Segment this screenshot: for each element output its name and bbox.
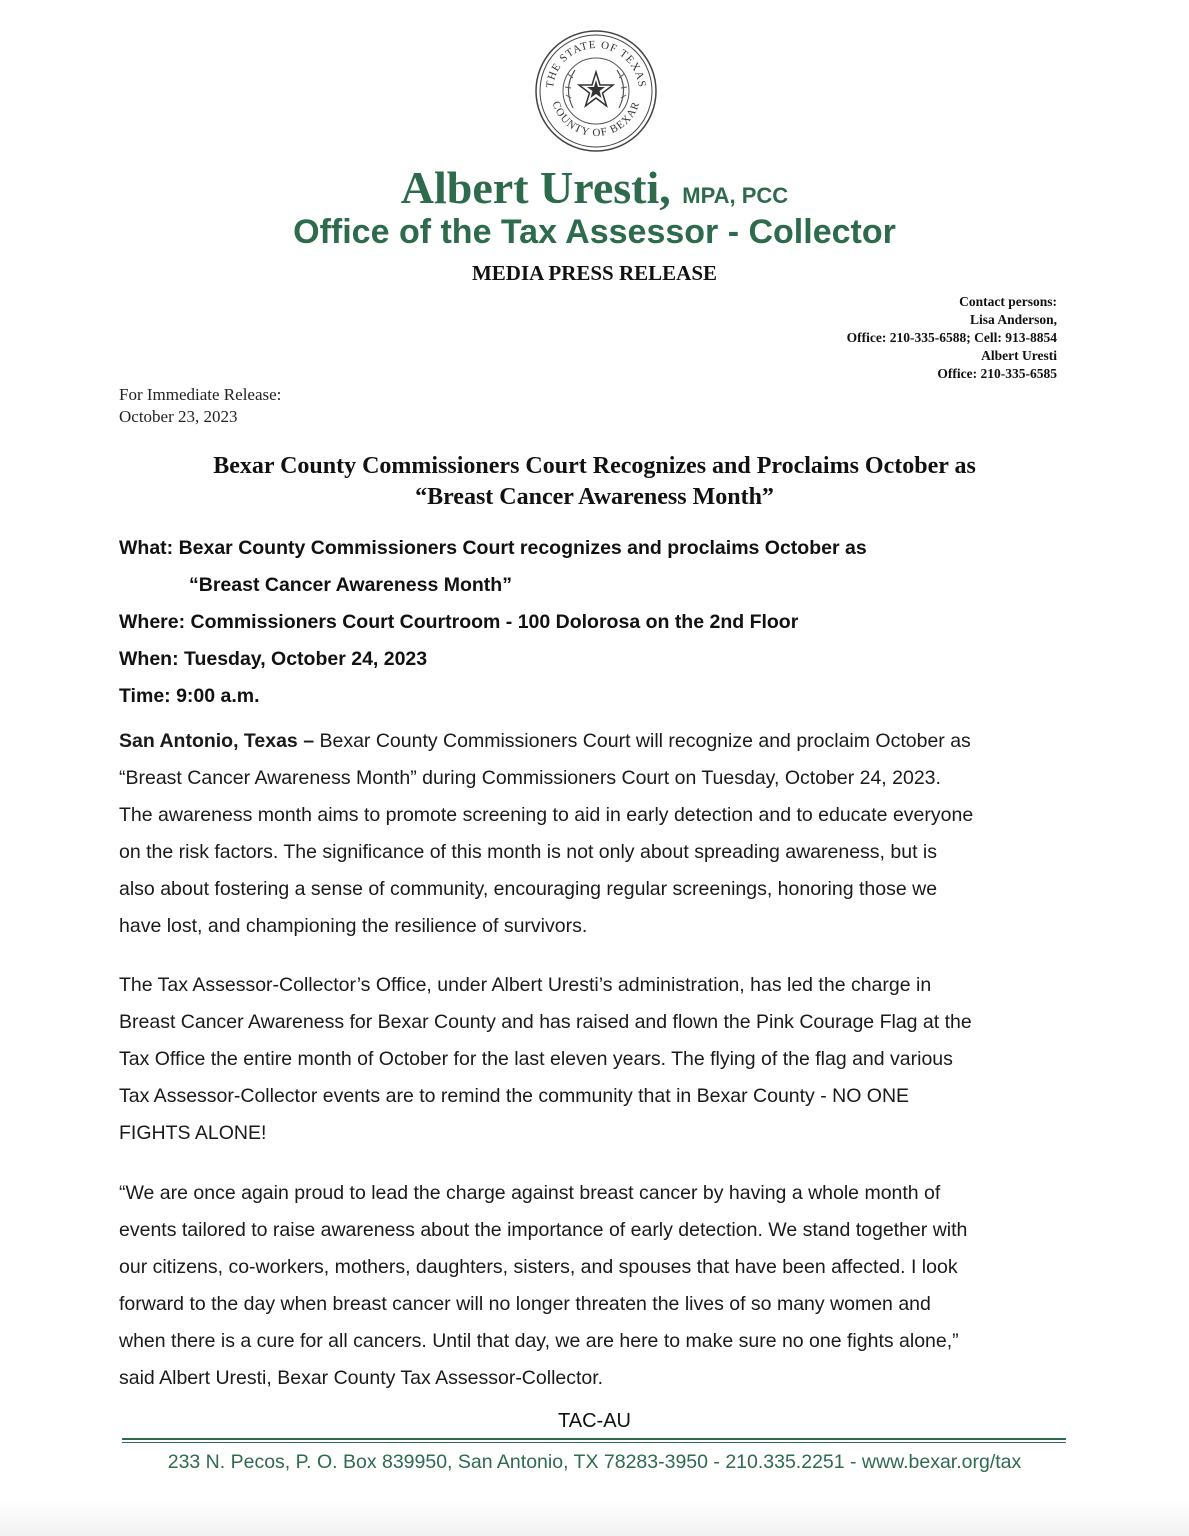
release-label: For Immediate Release: — [119, 385, 282, 404]
paragraph-line — [119, 723, 1079, 760]
paragraph-line: Tax Office the entire month of October for the last eleven years. The flying of the flag and various — [119, 1048, 953, 1070]
footer-address: 233 N. Pecos, P. O. Box 839950, San Antonio, TX 78283-3950 - 210.335.2251 - www.bexar.org/tax — [167, 1451, 1022, 1473]
paragraph-line: have lost, and championing the resilience of survivors. — [119, 915, 588, 937]
contact-person-1: Lisa Anderson, — [969, 312, 1057, 327]
footer-divider-thin — [122, 1442, 1066, 1443]
paragraph-line: our citizens, co-workers, mothers, daughters, sisters, and spouses that have been affected. I look — [119, 1256, 958, 1278]
contact-person-2: Albert Uresti — [981, 348, 1057, 363]
paragraph-line: FIGHTS ALONE! — [119, 1122, 267, 1144]
release-date: October 23, 2023 — [119, 407, 238, 426]
event-details — [119, 530, 1079, 715]
paragraph-line-text: Bexar County Commissioners Court will recognize and proclaim October as — [314, 730, 971, 752]
paragraph-line: also about fostering a sense of community, encouraging regular screenings, honoring those we — [119, 878, 938, 900]
paragraph-line: The awareness month aims to promote screening to aid in early detection and to educate everyone — [119, 804, 974, 826]
svg-text:COUNTY OF BEXAR: COUNTY OF BEXAR — [549, 99, 643, 140]
detail-what-continued: “Breast Cancer Awareness Month” — [189, 574, 512, 596]
headline-line-1: Bexar County Commissioners Court Recognizes and Proclaims October as — [213, 453, 976, 479]
paragraph-2 — [119, 967, 1079, 1152]
detail-when: When: Tuesday, October 24, 2023 — [119, 648, 428, 670]
svg-text:THE STATE OF TEXAS: THE STATE OF TEXAS — [544, 38, 648, 89]
paragraph-line: forward to the day when breast cancer will no longer threaten the lives of so many women and — [119, 1293, 931, 1315]
contact-label: Contact persons: — [959, 294, 1057, 309]
paragraph-line: when there is a cure for all cancers. Until that day, we are here to make sure no one fights alone,” — [119, 1330, 959, 1352]
official-name-text: Albert Uresti, — [400, 162, 671, 213]
paragraph-line: The Tax Assessor-Collector’s Office, under Albert Uresti’s administration, has led the charge in — [119, 974, 932, 996]
release-info — [119, 384, 281, 428]
dateline: San Antonio, Texas – — [119, 730, 315, 752]
footer-divider — [122, 1438, 1066, 1440]
headline-line-2: “Breast Cancer Awareness Month” — [415, 484, 774, 510]
contact-block — [847, 293, 1057, 383]
contact-person-1-phones: Office: 210-335-6588; Cell: 913-8854 — [846, 330, 1057, 345]
contact-person-2-phone: Office: 210-335-6585 — [937, 366, 1057, 381]
paragraph-line: Tax Assessor-Collector events are to remind the community that in Bexar County - NO ONE — [119, 1085, 910, 1107]
detail-time: Time: 9:00 a.m. — [119, 685, 260, 707]
paragraph-line: on the risk factors. The significance of this month is not only about spreading awareness, but is — [119, 841, 938, 863]
paragraph-3-quote — [119, 1175, 1079, 1397]
paragraph-line: Breast Cancer Awareness for Bexar County and has raised and flown the Pink Courage Flag at the — [119, 1011, 972, 1033]
paragraph-line: said Albert Uresti, Bexar County Tax Assessor-Collector. — [119, 1367, 604, 1389]
paragraph-line: events tailored to raise awareness about the importance of early detection. We stand together with — [119, 1219, 968, 1241]
detail-where: Where: Commissioners Court Courtroom - 100 Dolorosa on the 2nd Floor — [119, 611, 799, 633]
detail-what: What: Bexar County Commissioners Court recognizes and proclaims October as — [119, 537, 867, 559]
initials: TAC-AU — [558, 1410, 631, 1432]
paragraph-line: “We are once again proud to lead the charge against breast cancer by having a whole month of — [119, 1182, 941, 1204]
paragraph-1 — [119, 723, 1079, 945]
page-bottom-edge — [0, 1500, 1189, 1536]
paragraph-line: “Breast Cancer Awareness Month” during Commissioners Court on Tuesday, October 24, 2023. — [119, 767, 941, 789]
county-seal-icon — [533, 28, 659, 154]
release-type: MEDIA PRESS RELEASE — [471, 261, 718, 285]
office-title: Office of the Tax Assessor - Collector — [293, 213, 896, 251]
official-credentials: MPA, PCC — [682, 183, 789, 208]
headline — [0, 451, 1189, 513]
